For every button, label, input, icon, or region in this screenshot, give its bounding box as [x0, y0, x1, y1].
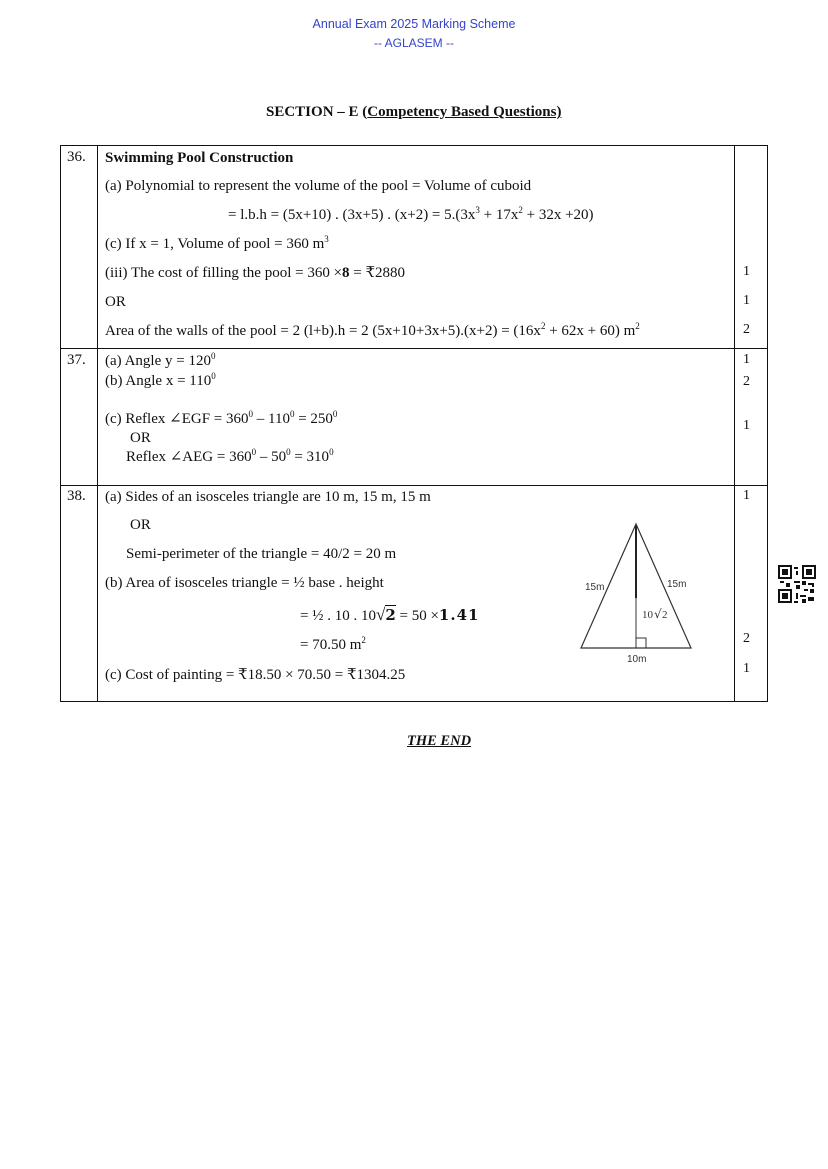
- header-title: Annual Exam 2025 Marking Scheme: [312, 17, 516, 31]
- answer-line: (c) If x = 1, Volume of pool = 360 $m^3$: [105, 234, 329, 252]
- answer-equation: = 70.50 $m^2$: [300, 635, 366, 653]
- base-label: 10m: [627, 654, 647, 665]
- column-divider: [734, 145, 735, 702]
- row-divider: [60, 348, 768, 349]
- section-title: Competency Based Questions): [367, 104, 562, 120]
- question-number: 37.: [67, 352, 86, 368]
- question-heading: Swimming Pool Construction: [105, 150, 294, 166]
- row-divider: [60, 485, 768, 486]
- height-root: 2: [662, 609, 668, 621]
- the-end-label: THE END: [407, 733, 472, 749]
- right-side-label: 15m: [667, 579, 687, 590]
- answer-line: Semi-perimeter of the triangle = 40/2 = 20 m: [126, 546, 397, 562]
- section-prefix: SECTION – E (: [266, 104, 368, 120]
- question-number: 36.: [67, 149, 86, 165]
- mark-value: 2: [743, 631, 750, 646]
- mark-value: 1: [743, 661, 750, 676]
- answer-line: (b) Area of isosceles triangle = ½ base . height: [105, 575, 384, 591]
- qr-code-icon: [778, 565, 816, 603]
- isosceles-triangle-figure: [574, 518, 704, 668]
- or-label: OR: [130, 430, 151, 446]
- left-side-label: 15m: [585, 582, 605, 593]
- or-label: OR: [130, 517, 151, 533]
- answer-line: (iii) The cost of filling the pool = 360 ×8 = ₹2880: [105, 265, 406, 281]
- answer-line: Reflex ∠AEG = $360^0 - 50^0 = 310^0$: [126, 447, 334, 465]
- mark-value: 1: [743, 488, 750, 503]
- column-divider: [97, 145, 98, 702]
- answer-line: (b) Angle $x = 110^0$: [105, 371, 216, 389]
- mark-value: 2: [743, 374, 750, 389]
- mark-value: 1: [743, 352, 750, 367]
- answer-equation: = l.b.h = (5x+10) . (3x+5) . $(x+2) = 5.(3x^3 + 17x^2 + 32x +20)$: [228, 205, 594, 223]
- answer-line: (c) Cost of painting = ₹18.50 × 70.50 = ₹1304.25: [105, 667, 406, 683]
- answer-line: Area of the walls of the pool = 2 (l+b).h = 2 $(5x+10+3x+5).(x+2) = (16x^2 + 62x + 60)$ $m^2$: [105, 321, 640, 339]
- answer-line: (a) Sides of an isosceles triangle are 10 m, 15 m, 15 m: [105, 489, 431, 505]
- root-symbol: √: [654, 607, 662, 621]
- answer-equation: = ½ . 10 . 10√2 = 50 ×1.41: [300, 605, 480, 624]
- mark-value: 2: [743, 322, 750, 337]
- right-angle-mark: [636, 638, 646, 648]
- answer-line: (c) Reflex ∠EGF = $360^0 - 110^0 = 250^0$: [105, 409, 338, 427]
- answer-line: (a) Polynomial to represent the volume of the pool = Volume of cuboid: [105, 178, 532, 194]
- header-watermark: -- AGLASEM --: [373, 36, 454, 50]
- mark-value: 1: [743, 418, 750, 433]
- answer-line: (a) Angle $y = 120^0$: [105, 351, 216, 369]
- section-heading: [266, 104, 561, 121]
- question-number: 38.: [67, 488, 86, 504]
- height-label: 10: [642, 609, 653, 621]
- mark-value: 1: [743, 293, 750, 308]
- mark-value: 1: [743, 264, 750, 279]
- or-label: OR: [105, 294, 126, 310]
